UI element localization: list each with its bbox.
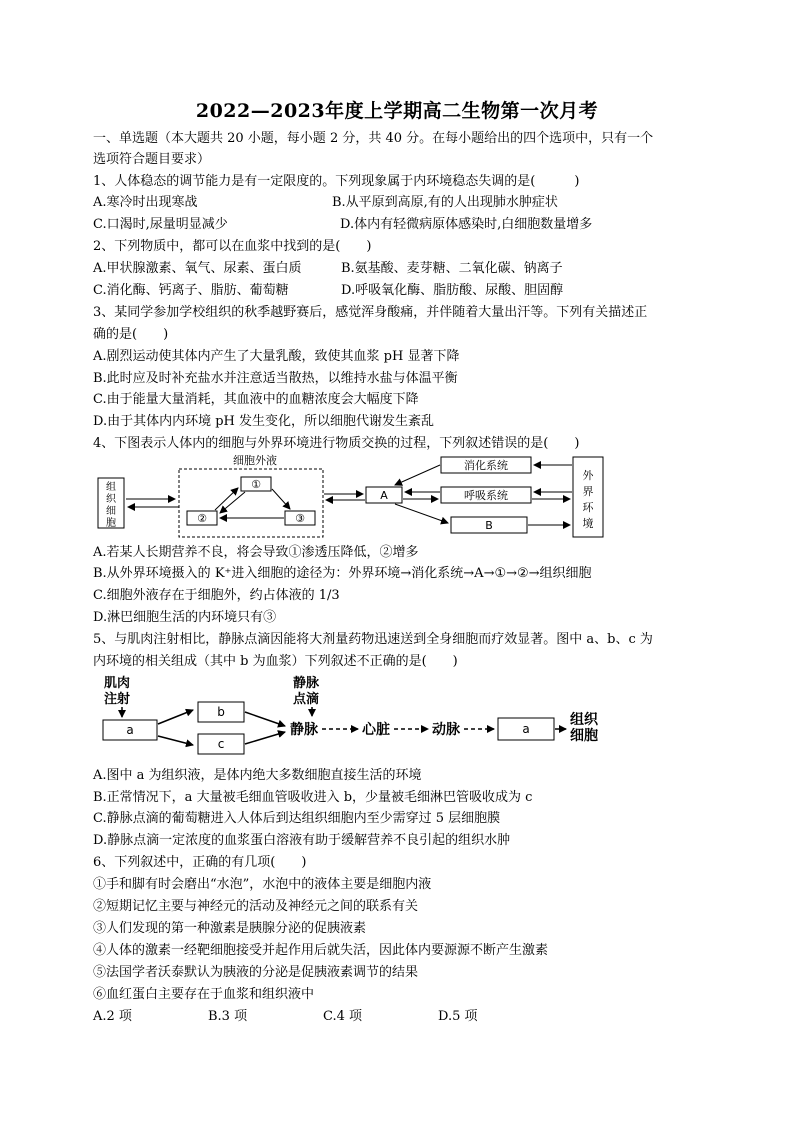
- q4-option-b: B.从外界环境摄入的 K⁺进入细胞的途径为：外界环境→消化系统→A→①→②→组织细胞: [93, 566, 592, 581]
- q5-node-c: c: [217, 737, 225, 751]
- q5-option-a: A.图中 a 为组织液，是体内绝大多数细胞直接生活的环境: [93, 768, 422, 783]
- q4-stem: 4、下图表示人体内的细胞与外界环境进行物质交换的过程，下列叙述错误的是( ): [93, 436, 580, 451]
- q5-cell-label-1: 组织: [570, 712, 598, 728]
- q5-injection-diagram: [100, 672, 620, 758]
- q5-im-label-1: 肌肉: [104, 676, 131, 691]
- q6-stem: 6、下列叙述中，正确的有几项( ): [93, 855, 307, 870]
- q2-option-b: B.氨基酸、麦芽糖、二氧化碳、钠离子: [341, 261, 563, 276]
- q3-option-c: C.由于能量大量消耗，其血液中的血糖浓度会大幅度下降: [93, 392, 419, 407]
- q1-option-c: C.口渴时,尿量明显减少: [93, 217, 228, 232]
- q4-ecf-label: 细胞外液: [233, 454, 277, 467]
- q4-node-b: B: [485, 519, 493, 532]
- q3-stem-line-2: 确的是( ): [93, 327, 169, 342]
- q4-tissue-cell-char-4: 胞: [106, 518, 116, 529]
- q3-option-a: A.剧烈运动使其体内产生了大量乳酸，致使其血浆 pH 显著下降: [93, 349, 460, 364]
- q4-env-char-4: 境: [582, 517, 594, 530]
- q5-node-b: b: [217, 705, 225, 719]
- q6-option-c: C.4 项: [323, 1009, 363, 1024]
- q5-stem-line-2: 内环境的相关组成（其中 b 为血浆）下列叙述不正确的是( ): [93, 654, 458, 669]
- q4-option-a: A.若某人长期营养不良，将会导致①渗透压降低，②增多: [93, 545, 419, 560]
- q2-stem: 2、下列物质中，都可以在血浆中找到的是( ): [93, 239, 372, 254]
- q4-tissue-cell-char-2: 织: [106, 494, 116, 505]
- q6-item-3: ③人们发现的第一种激素是胰腺分泌的促胰液素: [93, 921, 367, 936]
- q2-option-d: D.呼吸氧化酶、脂肪酸、尿酸、胆固醇: [341, 283, 564, 298]
- q4-option-d: D.淋巴细胞生活的内环境只有③: [93, 610, 277, 625]
- q4-tissue-cell-char-3: 细: [106, 506, 116, 517]
- q3-option-b: B.此时应及时补充盐水并注意适当散热，以维持水盐与体温平衡: [93, 371, 458, 386]
- q4-option-c: C.细胞外液存在于细胞外，约占体液的 1/3: [93, 588, 340, 603]
- q1-stem: 1、人体稳态的调节能力是有一定限度的。下列现象属于内环境稳态失调的是( ): [93, 174, 580, 189]
- q5-heart-label: 心脏: [362, 722, 390, 738]
- q4-node-2: ②: [197, 512, 207, 525]
- q5-cell-label-2: 细胞: [570, 728, 598, 744]
- q6-option-b: B.3 项: [208, 1009, 248, 1024]
- q5-option-b: B.正常情况下，a 大量被毛细血管吸收进入 b，少量被毛细淋巴管吸收成为 c: [93, 790, 533, 805]
- exam-title: 2022—2023年度上学期高二生物第一次月考: [195, 100, 599, 122]
- q1-option-d: D.体内有轻微病原体感染时,白细胞数量增多: [340, 217, 593, 232]
- q4-respiratory-system: 呼吸系统: [464, 489, 508, 502]
- q5-stem-line-1: 5、与肌肉注射相比，静脉点滴因能将大剂量药物迅速送到全身细胞而疗效显著。图中 a、b、c 为: [93, 632, 653, 647]
- q5-node-a-right: a: [522, 722, 530, 736]
- q6-option-d: D.5 项: [438, 1009, 478, 1024]
- q5-option-d: D.静脉点滴一定浓度的血浆蛋白溶液有助于缓解营养不良引起的组织水肿: [93, 833, 511, 848]
- q4-env-char-2: 界: [582, 485, 594, 498]
- q5-vein-label: 静脉: [290, 722, 318, 738]
- q6-item-1: ①手和脚有时会磨出“水泡”，水泡中的液体主要是细胞内液: [93, 877, 432, 892]
- q5-iv-label-2: 点滴: [293, 692, 320, 707]
- q6-item-6: ⑥血红蛋白主要存在于血浆和组织液中: [93, 987, 315, 1002]
- section-heading-line-2: 选项符合题目要求）: [93, 152, 211, 167]
- q4-digestive-system: 消化系统: [464, 459, 508, 472]
- q6-option-a: A.2 项: [93, 1009, 132, 1024]
- q1-option-b: B.从平原到高原,有的人出现肺水肿症状: [332, 195, 558, 210]
- q3-stem-line-1: 3、某同学参加学校组织的秋季越野赛后，感觉浑身酸痛，并伴随着大量出汗等。下列有关描述正: [93, 305, 648, 320]
- q5-node-a: a: [126, 723, 134, 737]
- q2-option-c: C.消化酶、钙离子、脂肪、葡萄糖: [93, 283, 289, 298]
- q5-iv-label-1: 静脉: [293, 676, 320, 691]
- q6-item-2: ②短期记忆主要与神经元的活动及神经元之间的联系有关: [93, 899, 419, 914]
- q2-option-a: A.甲状腺激素、氧气、尿素、蛋白质: [93, 261, 302, 276]
- q4-exchange-diagram: [95, 453, 615, 541]
- q5-artery-label: 动脉: [432, 722, 460, 738]
- q1-option-a: A.寒冷时出现寒战: [93, 195, 198, 210]
- q4-env-char-1: 外: [582, 469, 594, 482]
- q6-item-4: ④人体的激素一经靶细胞接受并起作用后就失活，因此体内要源源不断产生激素: [93, 943, 549, 958]
- q4-node-1: ①: [251, 478, 261, 491]
- q3-option-d: D.由于其体内内环境 pH 发生变化，所以细胞代谢发生紊乱: [93, 414, 435, 429]
- q5-im-label-2: 注射: [104, 692, 131, 707]
- section-heading-line-1: 一、单选题（本大题共 20 小题，每小题 2 分，共 40 分。在每小题给出的四个选项中，只有一个: [93, 131, 654, 146]
- q4-env-char-3: 环: [582, 501, 594, 514]
- q4-tissue-cell-char-1: 组: [106, 482, 116, 493]
- q6-item-5: ⑤法国学者沃泰默认为胰液的分泌是促胰液素调节的结果: [93, 965, 419, 980]
- q5-option-c: C.静脉点滴的葡萄糖进入人体后到达组织细胞内至少需穿过 5 层细胞膜: [93, 811, 501, 826]
- q4-node-3: ③: [295, 512, 305, 525]
- q4-node-a: A: [380, 489, 388, 502]
